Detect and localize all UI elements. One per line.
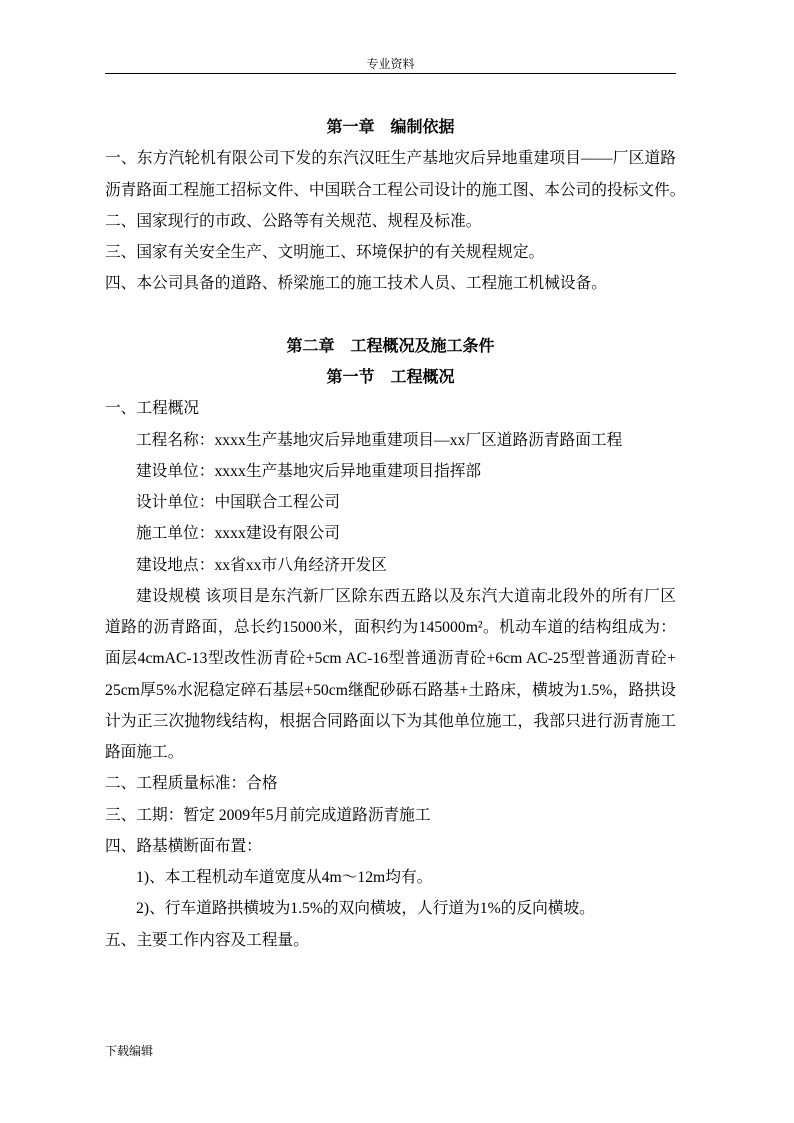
chapter-1-item-1 [105, 143, 686, 206]
field-value: xxxx生产基地灾后异地重建项目指挥部 [214, 462, 482, 480]
paragraph-line: 道路的沥青路面，总长约15000米，面积约为145000m²。机动车道的结构组成为： [105, 619, 676, 636]
cross-section-heading: 四、路基横断面布置： [105, 837, 262, 855]
quality-standard: 二、工程质量标准：合格 [105, 775, 278, 793]
cross-section-item: 2)、行车道路拱横坡为1.5%的双向横坡，人行道为1%的反向横坡。 [136, 900, 595, 918]
field-label: 设计单位： [136, 494, 215, 511]
paragraph-line: 建设规模 该项目是东汽新厂区除东西五路以及东汽大道南北段外的所有厂区 [136, 587, 676, 605]
paragraph-line: 路面施工。 [105, 744, 184, 761]
header-divider [105, 73, 676, 74]
paragraph-line: 计为正三次抛物线结构，根据合同路面以下为其他单位施工，我部只进行沥青施工 [105, 712, 676, 730]
location-field [105, 550, 676, 581]
field-value: xxxx建设有限公司 [214, 525, 340, 543]
project-name-field [105, 425, 676, 456]
cross-section-item: 1)、本工程机动车道宽度从4m～12m均有。 [136, 869, 433, 886]
owner-field [105, 456, 676, 487]
designer-field [105, 487, 676, 518]
field-value: xx省xx市八角经济开发区 [214, 556, 387, 574]
page-header: 专业资料 [366, 57, 415, 71]
chapter-1-title: 第一章 编制依据 [326, 119, 455, 136]
paragraph-line: 面层4cmAC-13型改性沥青砼+5cm AC-16型普通沥青砼+6cm AC-25型普通沥青砼+ [105, 650, 676, 668]
field-label: 工程名称： [136, 431, 215, 449]
page-footer: 下载编辑 [105, 1044, 154, 1058]
paragraph-line: 25cm厚5%水泥稳定碎石基层+50cm继配砂砾石路基+土路床，横坡为1.5%，路拱设 [105, 681, 676, 699]
blank-line [105, 300, 676, 331]
paragraph-line: 一、东方汽轮机有限公司下发的东汽汉旺生产基地灾后异地重建项目——厂区道路 [105, 150, 676, 168]
contractor-field [105, 518, 676, 549]
chapter-1-item-2: 二、国家现行的市政、公路等有关规范、规程及标准。 [105, 212, 482, 230]
chapter-1-item-3: 三、国家有关安全生产、文明施工、环境保护的有关规程规定。 [105, 244, 545, 261]
field-value: 中国联合工程公司 [214, 494, 340, 511]
construction-scale-paragraph [105, 581, 676, 769]
field-label: 建设地点： [136, 556, 215, 574]
field-label: 建设单位： [136, 462, 215, 480]
chapter-1-item-4: 四、本公司具备的道路、桥梁施工的施工技术人员、工程施工机械设备。 [105, 275, 607, 293]
field-label: 施工单位： [136, 525, 215, 543]
section-1-title: 第一节 工程概况 [326, 369, 455, 386]
schedule: 三、工期：暂定 2009年5月前完成道路沥青施工 [105, 806, 431, 824]
scope-heading: 五、主要工作内容及工程量。 [105, 931, 309, 949]
overview-heading: 一、工程概况 [105, 400, 200, 418]
field-value: xxxx生产基地灾后异地重建项目—xx厂区道路沥青路面工程 [214, 431, 623, 449]
chapter-2-title: 第二章 工程概况及施工条件 [286, 337, 495, 355]
document-body [105, 112, 686, 956]
paragraph-line: 沥青路面工程施工招标文件、中国联合工程公司设计的施工图、本公司的投标文件。 [105, 181, 686, 199]
